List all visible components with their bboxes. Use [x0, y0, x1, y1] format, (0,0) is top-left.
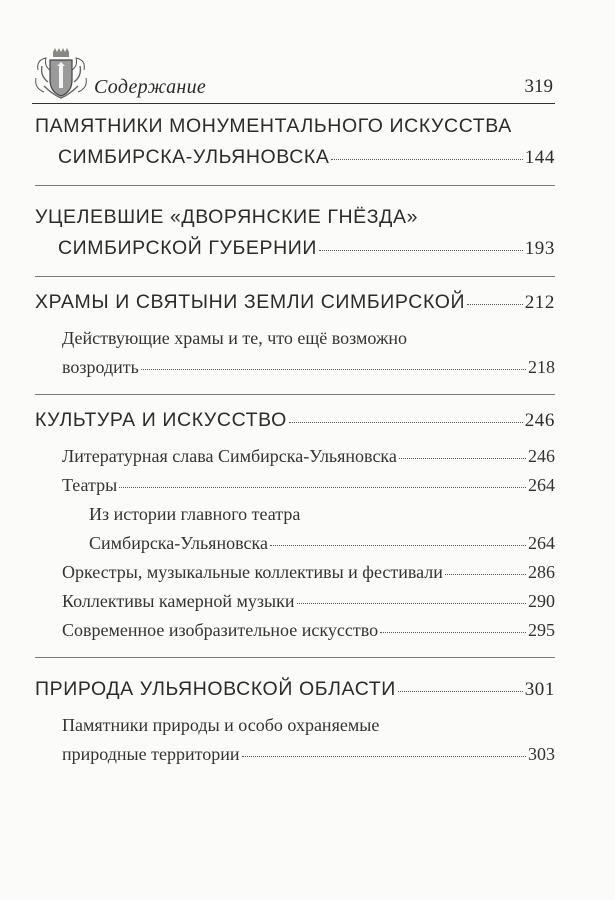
toc-entry[interactable]: [35, 674, 555, 705]
toc-entry-text: Современное изобразительное искусство: [62, 620, 379, 640]
toc-subentry[interactable]: [35, 471, 555, 500]
toc-subentry-title-line: Памятники природы и особо охраняемые: [62, 715, 380, 735]
toc-subentry-title-line: Действующие храмы и те, что ещё возможно: [62, 328, 408, 348]
coat-of-arms-icon: [32, 48, 90, 100]
toc-section-temples: [35, 287, 555, 395]
toc-entry[interactable]: [35, 287, 555, 318]
table-of-contents: [35, 111, 555, 791]
dot-leader: [467, 303, 523, 305]
toc-section-monuments: [35, 111, 555, 186]
toc-entry-text: Оркестры, музыкальные коллективы и фестивали: [62, 562, 443, 582]
toc-entry-title-line: УЦЕЛЕВШИЕ «ДВОРЯНСКИЕ ГНЁЗДА»: [35, 206, 419, 228]
dot-leader: [380, 631, 526, 633]
dot-leader: [297, 602, 526, 604]
toc-entry[interactable]: [35, 405, 555, 436]
toc-page-number: 246: [524, 410, 555, 431]
toc-subsubentry[interactable]: [35, 529, 555, 558]
toc-page-number: 303: [528, 744, 555, 764]
page-number: 319: [524, 76, 553, 97]
dot-leader: [319, 249, 523, 251]
toc-page-number: 246: [528, 446, 555, 466]
toc-page-number: 212: [524, 292, 555, 313]
toc-entry-text: природные территории: [62, 744, 240, 764]
toc-entry[interactable]: [35, 233, 555, 264]
toc-entry-text: Симбирска-Ульяновска: [89, 533, 268, 553]
toc-subentry[interactable]: [35, 442, 555, 471]
toc-subentry[interactable]: [35, 353, 555, 382]
dot-leader: [445, 573, 526, 575]
toc-section-culture: [35, 405, 555, 658]
dot-leader: [399, 457, 526, 459]
toc-entry-text: КУЛЬТУРА И ИСКУССТВО: [35, 409, 287, 431]
toc-entry-text: Литературная слава Симбирска-Ульяновска: [62, 446, 397, 466]
dot-leader: [119, 486, 526, 488]
toc-section-nature: [35, 668, 555, 781]
toc-page-number: 264: [528, 533, 555, 553]
toc-entry-text: Коллективы камерной музыки: [62, 591, 295, 611]
toc-entry-text: СИМБИРСКА-УЛЬЯНОВСКА: [58, 146, 330, 168]
header-divider: [32, 103, 555, 104]
toc-subsubentry-title-line: Из истории главного театра: [89, 504, 301, 524]
toc-subentry[interactable]: [35, 740, 555, 769]
toc-entry-text: СИМБИРСКОЙ ГУБЕРНИИ: [58, 237, 318, 259]
toc-subentry[interactable]: [35, 587, 555, 616]
toc-page-number: 290: [528, 591, 555, 611]
dot-leader: [242, 755, 526, 757]
toc-subentry[interactable]: [35, 558, 555, 587]
toc-page-number: 301: [524, 679, 555, 700]
toc-entry-text: возродить: [62, 357, 139, 377]
toc-page-number: 264: [528, 475, 555, 495]
toc-section-noble-estates: [35, 196, 555, 277]
toc-page-number: 295: [528, 620, 555, 640]
toc-subentry[interactable]: [35, 616, 555, 645]
running-header-title: Содержание: [94, 76, 207, 98]
dot-leader: [398, 690, 523, 692]
toc-entry-text: ХРАМЫ И СВЯТЫНИ ЗЕМЛИ СИМБИРСКОЙ: [35, 291, 466, 313]
toc-page-number: 286: [528, 562, 555, 582]
toc-entry-title-line: ПАМЯТНИКИ МОНУМЕНТАЛЬНОГО ИСКУССТВА: [35, 115, 512, 137]
dot-leader: [289, 421, 523, 423]
toc-entry-text: ПРИРОДА УЛЬЯНОВСКОЙ ОБЛАСТИ: [35, 678, 396, 700]
toc-page-number: 193: [524, 238, 555, 259]
dot-leader: [331, 158, 522, 160]
toc-page-number: 218: [528, 357, 555, 377]
toc-entry[interactable]: [35, 142, 555, 173]
toc-page-number: 144: [524, 147, 555, 168]
dot-leader: [270, 544, 526, 546]
dot-leader: [141, 368, 526, 370]
toc-entry-text: Театры: [62, 475, 118, 495]
